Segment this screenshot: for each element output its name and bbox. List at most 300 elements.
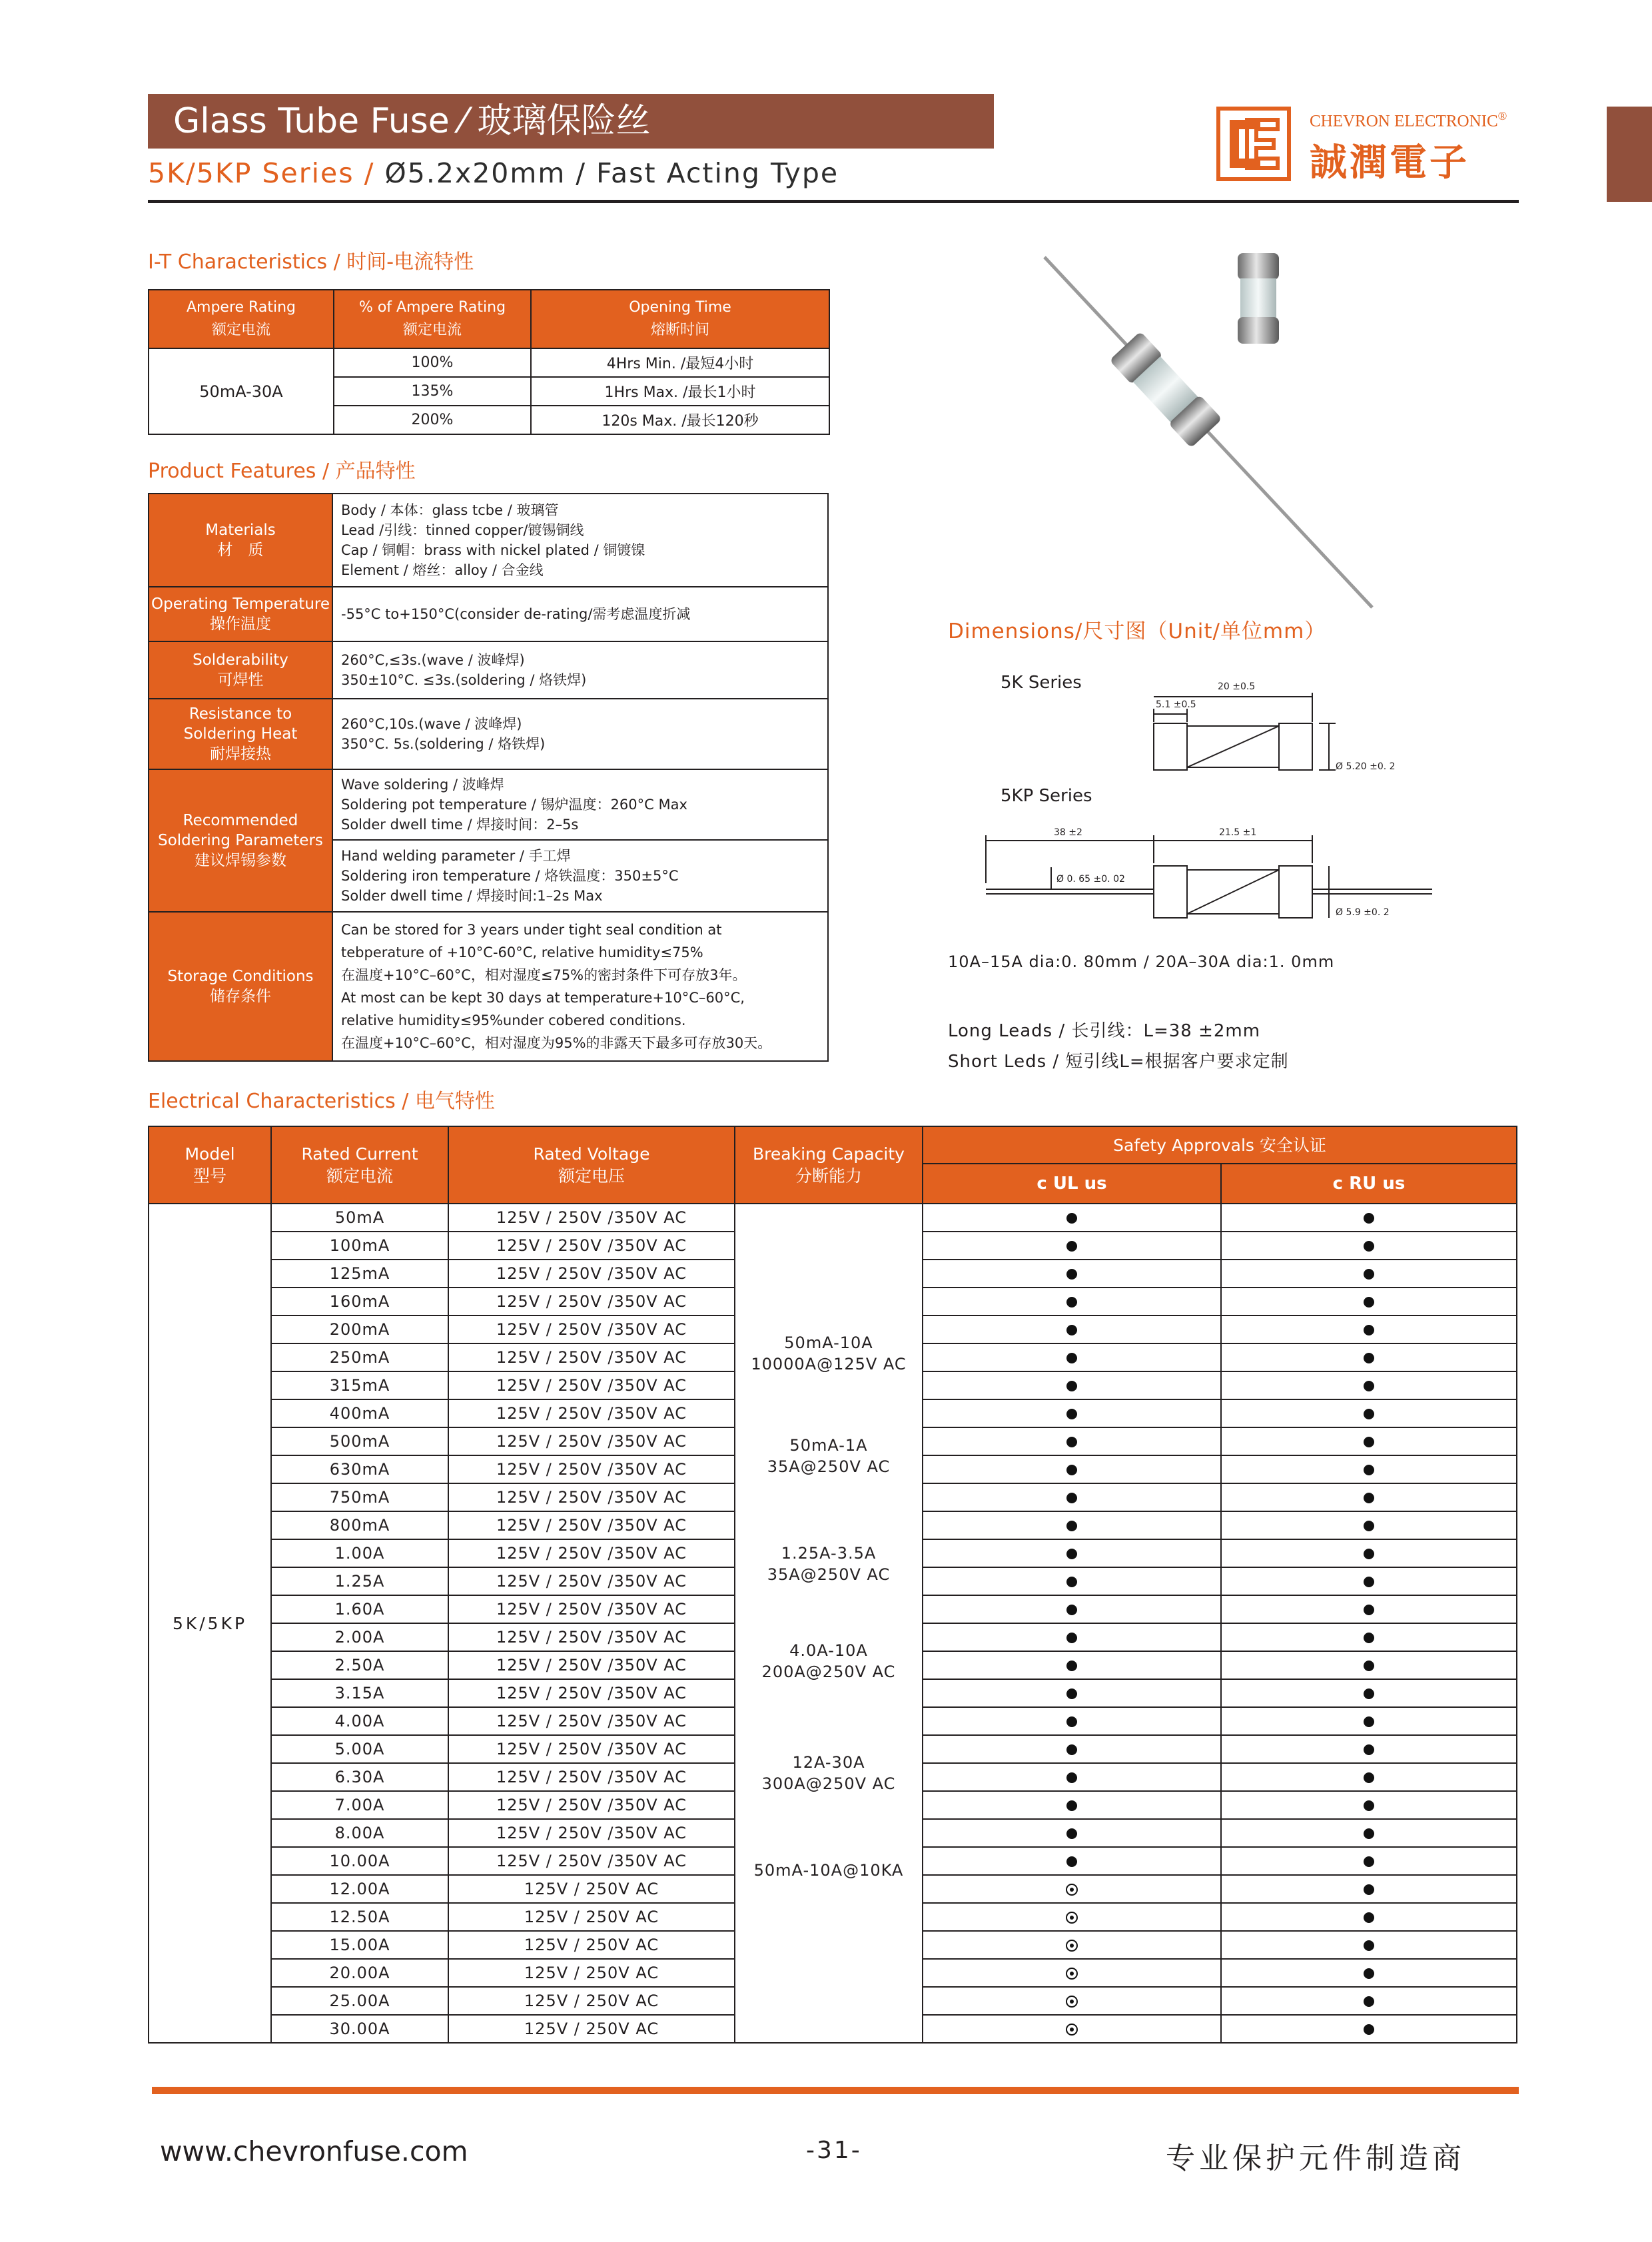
rated-current: 1.60A: [271, 1595, 448, 1623]
cul-approval-cell: [923, 1399, 1221, 1427]
breaking-capacity-line: 1.25A-3.5A: [781, 1544, 877, 1563]
approved-dot-icon: [1364, 1828, 1374, 1839]
cul-approval-cell: [923, 1427, 1221, 1455]
header-model-en: Model: [185, 1144, 235, 1164]
approved-dot-icon: [1364, 1465, 1374, 1475]
cru-approval-cell: [1221, 1931, 1517, 1959]
feature-label: [149, 912, 332, 1061]
it-header-time-en: Opening Time: [629, 299, 731, 316]
table-row: [149, 1204, 1517, 1232]
cul-approval-cell: [923, 1707, 1221, 1735]
feature-value: [332, 769, 828, 840]
rated-voltage: 125V / 250V /350V AC: [448, 1623, 735, 1651]
breaking-capacity-line: 10000A@125V AC: [751, 1355, 907, 1373]
feature-line: 260°C,10s.(wave / 波峰焊): [341, 716, 522, 732]
breaking-capacity-cell: [735, 1204, 923, 2043]
rated-current: 250mA: [271, 1343, 448, 1371]
it-percent: 100%: [334, 348, 531, 377]
feature-line: 350±10°C. ≤3s.(soldering / 烙铁焊): [341, 672, 587, 688]
rated-voltage: 125V / 250V /350V AC: [448, 1427, 735, 1455]
feature-label-cn: 材 质: [217, 542, 264, 559]
dim-lead-length: 38 ±2: [1054, 827, 1082, 838]
approved-dot-icon: [1066, 1325, 1077, 1335]
approved-dot-icon: [1364, 1521, 1374, 1531]
breaking-capacity-line: 12A-30A: [792, 1753, 865, 1772]
logo-text-cn: 誠潤電子: [1310, 141, 1469, 185]
header-current-en: Rated Current: [301, 1144, 418, 1164]
rated-voltage: 125V / 250V /350V AC: [448, 1260, 735, 1288]
rated-voltage: 125V / 250V /350V AC: [448, 1567, 735, 1595]
approved-dot-icon: [1066, 1409, 1077, 1419]
dimensions-title: Dimensions/尺寸图（Unit/单位mm）: [948, 619, 1326, 643]
rated-voltage: 125V / 250V /350V AC: [448, 1204, 735, 1232]
rated-voltage: 125V / 250V /350V AC: [448, 1847, 735, 1875]
feature-line: relative humidity≤95%under cobered conditions.: [341, 1012, 686, 1028]
approved-dot-icon: [1364, 1744, 1374, 1755]
cru-approval-cell: [1221, 1959, 1517, 1987]
it-header-percent-en: % of Ampere Rating: [358, 299, 506, 316]
electrical-table-body: [149, 1204, 1517, 2043]
rated-current: 160mA: [271, 1288, 448, 1315]
rated-voltage: 125V / 250V AC: [448, 1903, 735, 1931]
rated-current: 7.00A: [271, 1791, 448, 1819]
rated-current: 630mA: [271, 1455, 448, 1483]
cru-approval-cell: [1221, 1847, 1517, 1875]
cru-approval-cell: [1221, 1595, 1517, 1623]
rated-current: 6.30A: [271, 1763, 448, 1791]
rated-current: 315mA: [271, 1371, 448, 1399]
cru-approval-cell: [1221, 1735, 1517, 1763]
cru-approval-cell: [1221, 1232, 1517, 1260]
approved-dot-icon: [1364, 1856, 1374, 1867]
feature-label: [149, 587, 332, 641]
cap-outline: [1154, 866, 1187, 918]
page-title: Glass Tube Fuse ⁄ 玻璃保险丝: [173, 101, 651, 141]
features-section-title: Product Features / 产品特性: [148, 460, 416, 483]
footer-slogan: 专业保护元件制造商: [1166, 2141, 1465, 2175]
series-5k-label: 5K Series: [1001, 673, 1082, 693]
it-range: 50mA-30A: [149, 348, 334, 434]
rated-current: 12.00A: [271, 1875, 448, 1903]
rated-voltage: 125V / 250V AC: [448, 1931, 735, 1959]
cul-approval-cell: [923, 1959, 1221, 1987]
feature-line: tebperature of +10°C-60°C, relative humidity≤75%: [341, 944, 703, 960]
cru-approval-cell: [1221, 1343, 1517, 1371]
feature-line: Lead /引线：tinned copper/镀锡铜线: [341, 522, 584, 538]
cul-approval-cell: [923, 1847, 1221, 1875]
dim-diameter: Ø 5.20 ±0. 2: [1336, 761, 1396, 772]
feature-label-cn: 储存条件: [210, 988, 271, 1005]
feature-label-en: Soldering Heat: [183, 725, 298, 743]
rated-voltage: 125V / 250V /350V AC: [448, 1399, 735, 1427]
cert-cul-icon: c UL us: [923, 1164, 1221, 1204]
cul-approval-cell: [923, 1903, 1221, 1931]
feature-label-en: Solderability: [193, 651, 288, 669]
rated-current: 800mA: [271, 1511, 448, 1539]
pending-mark-icon: [1066, 1912, 1078, 1924]
cru-approval-cell: [1221, 1707, 1517, 1735]
approved-dot-icon: [1066, 1577, 1077, 1587]
header-model: [149, 1126, 271, 1204]
cru-approval-cell: [1221, 1903, 1517, 1931]
feature-line: Soldering iron temperature / 烙铁温度：350±5°C: [341, 868, 679, 884]
cru-approval-cell: [1221, 1260, 1517, 1288]
dim-cap-dia: Ø 5.9 ±0. 2: [1336, 907, 1390, 918]
cul-approval-cell: [923, 1315, 1221, 1343]
series-5kp-label: 5KP Series: [1001, 786, 1092, 806]
cru-approval-cell: [1221, 1763, 1517, 1791]
header-voltage-en: Rated Voltage: [533, 1144, 650, 1164]
rated-current: 8.00A: [271, 1819, 448, 1847]
it-time: 120s Max. /最长120秒: [531, 406, 829, 434]
rated-current: 10.00A: [271, 1847, 448, 1875]
approved-dot-icon: [1066, 1381, 1077, 1391]
header-current: [271, 1126, 448, 1204]
dim-cap-length: 5.1 ±0.5: [1156, 699, 1196, 710]
feature-line: 在温度+10°C–60°C，相对湿度为95%的非露天下最多可存放30天。: [341, 1035, 772, 1051]
rated-voltage: 125V / 250V /350V AC: [448, 1315, 735, 1343]
approved-dot-icon: [1364, 1437, 1374, 1447]
feature-line: 260°C,≤3s.(wave / 波峰焊): [341, 652, 525, 668]
breaking-capacity-line: 35A@250V AC: [767, 1457, 891, 1476]
cul-approval-cell: [923, 1623, 1221, 1651]
element-line: [1187, 870, 1279, 914]
feature-label-cn: 可焊性: [217, 671, 264, 689]
feature-label-en: Operating Temperature: [151, 595, 330, 613]
it-table: [148, 289, 830, 435]
rated-voltage: 125V / 250V /350V AC: [448, 1819, 735, 1847]
feature-line: Hand welding parameter / 手工焊: [341, 848, 571, 864]
rated-current: 125mA: [271, 1260, 448, 1288]
it-header-time: [531, 290, 829, 348]
series-label: 5K/5KP Series /: [148, 157, 375, 189]
breaking-capacity-line: 50mA-1A: [789, 1436, 868, 1455]
page-number: -31-: [806, 2137, 862, 2164]
cru-approval-cell: [1221, 1483, 1517, 1511]
it-time: 4Hrs Min. /最短4小时: [531, 348, 829, 377]
cul-approval-cell: [923, 1455, 1221, 1483]
feature-line: Can be stored for 3 years under tight seal condition at: [341, 922, 722, 938]
rated-current: 2.00A: [271, 1623, 448, 1651]
feature-value: [332, 587, 828, 641]
rated-current: 1.00A: [271, 1539, 448, 1567]
rated-voltage: 125V / 250V AC: [448, 2015, 735, 2043]
side-tab: [1607, 107, 1652, 202]
cul-approval-cell: [923, 1204, 1221, 1232]
logo-icon: [1216, 107, 1291, 181]
logo-brand-en: CHEVRON ELECTRONIC: [1310, 112, 1498, 131]
cul-approval-cell: [923, 1791, 1221, 1819]
approved-dot-icon: [1066, 1661, 1077, 1671]
it-section-title: I-T Characteristics / 时间-电流特性: [148, 250, 474, 274]
approved-dot-icon: [1364, 1269, 1374, 1280]
feature-line: Body / 本体：glass tcbe / 玻璃管: [341, 502, 559, 518]
rated-voltage: 125V / 250V /350V AC: [448, 1791, 735, 1819]
approved-dot-icon: [1364, 1297, 1374, 1308]
approved-dot-icon: [1066, 1828, 1077, 1839]
rated-current: 1.25A: [271, 1567, 448, 1595]
rated-current: 12.50A: [271, 1903, 448, 1931]
approved-dot-icon: [1066, 1716, 1077, 1727]
cul-approval-cell: [923, 1595, 1221, 1623]
approved-dot-icon: [1364, 1241, 1374, 1252]
rated-current: 4.00A: [271, 1707, 448, 1735]
feature-label: [149, 641, 332, 699]
approved-dot-icon: [1364, 1884, 1374, 1895]
feature-label-cn: 耐焊接热: [210, 745, 271, 763]
approved-dot-icon: [1066, 1856, 1077, 1867]
rated-current: 3.15A: [271, 1679, 448, 1707]
electrical-section-title: Electrical Characteristics / 电气特性: [148, 1090, 495, 1113]
approved-dot-icon: [1066, 1521, 1077, 1531]
cru-approval-cell: [1221, 1651, 1517, 1679]
feature-line: Wave soldering / 波峰焊: [341, 777, 504, 793]
feature-label: [149, 699, 332, 769]
cul-approval-cell: [923, 2015, 1221, 2043]
cul-approval-cell: [923, 1483, 1221, 1511]
feature-line: Soldering pot temperature / 锡炉温度：260°C Max: [341, 797, 687, 813]
long-lead-note: Long Leads / 长引线：L=38 ±2mm: [948, 1021, 1261, 1041]
rated-voltage: 125V / 250V /350V AC: [448, 1763, 735, 1791]
approved-dot-icon: [1364, 1800, 1374, 1811]
cul-approval-cell: [923, 1343, 1221, 1371]
pending-mark-icon: [1066, 1996, 1078, 2008]
feature-label-en: Soldering Parameters: [158, 832, 323, 849]
rated-voltage: 125V / 250V /350V AC: [448, 1455, 735, 1483]
rated-voltage: 125V / 250V /350V AC: [448, 1539, 735, 1567]
rated-voltage: 125V / 250V /350V AC: [448, 1735, 735, 1763]
rated-voltage: 125V / 250V /350V AC: [448, 1651, 735, 1679]
rated-voltage: 125V / 250V /350V AC: [448, 1232, 735, 1260]
element-line: [1187, 726, 1279, 767]
cru-approval-cell: [1221, 1791, 1517, 1819]
approved-dot-icon: [1066, 1465, 1077, 1475]
feature-value: [332, 641, 828, 699]
feature-label-cn: 操作温度: [210, 615, 271, 633]
cul-approval-cell: [923, 1651, 1221, 1679]
cul-approval-cell: [923, 1288, 1221, 1315]
cul-approval-cell: [923, 1987, 1221, 2015]
fuse-glass: [1240, 278, 1276, 318]
header-current-cn: 额定电流: [326, 1166, 393, 1186]
cul-approval-cell: [923, 1875, 1221, 1903]
cul-approval-cell: [923, 1511, 1221, 1539]
cul-approval-cell: [923, 1763, 1221, 1791]
feature-line: -55°C to+150°C(consider de-rating/需考虑温度折减: [341, 606, 691, 622]
fuse-cap: [1238, 253, 1279, 280]
feature-line: At most can be kept 30 days at temperature+10°C–60°C,: [341, 990, 745, 1006]
approved-dot-icon: [1066, 1744, 1077, 1755]
rated-voltage: 125V / 250V /350V AC: [448, 1595, 735, 1623]
pending-mark-icon: [1066, 1968, 1078, 1980]
pending-mark-icon: [1066, 2024, 1078, 2036]
cert-cru-icon: c RU us: [1221, 1164, 1517, 1204]
cru-approval-cell: [1221, 1875, 1517, 1903]
cru-approval-cell: [1221, 1539, 1517, 1567]
approved-dot-icon: [1364, 1633, 1374, 1643]
feature-label-en: Storage Conditions: [167, 968, 314, 985]
it-header-ampere-en: Ampere Rating: [186, 299, 296, 316]
dim-length: 20 ±0.5: [1218, 681, 1256, 692]
approved-dot-icon: [1364, 1493, 1374, 1503]
breaking-capacity-line: 50mA-10A@10KA: [753, 1861, 904, 1880]
feature-label: [149, 769, 332, 912]
feature-label-cn: 建议焊锡参数: [195, 852, 286, 869]
feature-line: 350°C. 5s.(soldering / 烙铁焊): [341, 736, 546, 752]
approved-dot-icon: [1364, 1577, 1374, 1587]
breaking-capacity-line: 35A@250V AC: [767, 1565, 891, 1584]
approved-dot-icon: [1364, 1353, 1374, 1363]
series-spec: Ø5.2x20mm / Fast Acting Type: [374, 157, 839, 189]
feature-value: [332, 912, 828, 1061]
approved-dot-icon: [1364, 1968, 1374, 1979]
rated-voltage: 125V / 250V AC: [448, 1987, 735, 2015]
header-breaking: [735, 1126, 923, 1204]
pending-mark-icon: [1066, 1940, 1078, 1952]
approved-dot-icon: [1364, 2024, 1374, 2035]
dimension-drawing: [973, 673, 1452, 926]
fuse-lead-wire: [1044, 257, 1372, 607]
registered-mark: ®: [1497, 109, 1507, 123]
cap-outline: [1279, 866, 1312, 918]
breaking-capacity-line: 4.0A-10A: [789, 1641, 868, 1660]
rated-voltage: 125V / 250V /350V AC: [448, 1679, 735, 1707]
cru-approval-cell: [1221, 1987, 1517, 2015]
it-header-percent: [334, 290, 531, 348]
rated-current: 5.00A: [271, 1735, 448, 1763]
lead-dia-note: 10A–15A dia:0. 80mm / 20A–30A dia:1. 0mm: [948, 952, 1335, 971]
feature-label-en: Materials: [205, 522, 276, 539]
breaking-capacity-line: 300A@250V AC: [761, 1774, 896, 1793]
approved-dot-icon: [1066, 1688, 1077, 1699]
approved-dot-icon: [1066, 1605, 1077, 1615]
rated-voltage: 125V / 250V AC: [448, 1959, 735, 1987]
cru-approval-cell: [1221, 1623, 1517, 1651]
approved-dot-icon: [1364, 1605, 1374, 1615]
cap-outline: [1279, 723, 1312, 770]
cru-approval-cell: [1221, 1511, 1517, 1539]
it-header-percent-cn: 额定电流: [402, 322, 462, 338]
rated-current: 500mA: [271, 1427, 448, 1455]
approved-dot-icon: [1066, 1800, 1077, 1811]
approved-dot-icon: [1066, 1297, 1077, 1308]
approved-dot-icon: [1364, 1213, 1374, 1224]
approved-dot-icon: [1364, 1772, 1374, 1783]
approved-dot-icon: [1364, 1912, 1374, 1923]
rated-current: 25.00A: [271, 1987, 448, 2015]
logo-text-en: [1310, 109, 1507, 131]
approved-dot-icon: [1066, 1353, 1077, 1363]
feature-label: [149, 494, 332, 587]
feature-value: [332, 840, 828, 912]
cru-approval-cell: [1221, 1427, 1517, 1455]
approved-dot-icon: [1066, 1437, 1077, 1447]
it-header-time-cn: 熔断时间: [650, 322, 709, 338]
rated-current: 15.00A: [271, 1931, 448, 1959]
approved-dot-icon: [1364, 1325, 1374, 1335]
rated-current: 750mA: [271, 1483, 448, 1511]
header-breaking-cn: 分断能力: [795, 1166, 862, 1186]
rated-voltage: 125V / 250V /350V AC: [448, 1707, 735, 1735]
approved-dot-icon: [1364, 1549, 1374, 1559]
cru-approval-cell: [1221, 1399, 1517, 1427]
rated-current: 20.00A: [271, 1959, 448, 1987]
short-lead-note: Short Leds / 短引线L=根据客户要求定制: [948, 1052, 1289, 1072]
approved-dot-icon: [1364, 1381, 1374, 1391]
header-safety: Safety Approvals 安全认证: [923, 1126, 1517, 1164]
rated-voltage: 125V / 250V /350V AC: [448, 1511, 735, 1539]
cru-approval-cell: [1221, 1204, 1517, 1232]
fuse-product-photo: [1026, 240, 1386, 613]
feature-label-en: Recommended: [183, 812, 298, 829]
footer-rule: [152, 2087, 1519, 2094]
approved-dot-icon: [1066, 1493, 1077, 1503]
cru-approval-cell: [1221, 1455, 1517, 1483]
it-header-ampere: [149, 290, 334, 348]
rated-current: 30.00A: [271, 2015, 448, 2043]
rated-voltage: 125V / 250V /350V AC: [448, 1483, 735, 1511]
approved-dot-icon: [1364, 1688, 1374, 1699]
cru-approval-cell: [1221, 1679, 1517, 1707]
features-table: [148, 493, 829, 1062]
rated-current: 400mA: [271, 1399, 448, 1427]
fuse-cap: [1238, 317, 1279, 344]
header-voltage: [448, 1126, 735, 1204]
dim-body-length: 21.5 ±1: [1219, 827, 1257, 838]
cul-approval-cell: [923, 1539, 1221, 1567]
feature-line: 在温度+10°C–60°C，相对湿度≤75%的密封条件下可存放3年。: [341, 967, 747, 983]
cul-approval-cell: [923, 1371, 1221, 1399]
rated-current: 100mA: [271, 1232, 448, 1260]
approved-dot-icon: [1066, 1241, 1077, 1252]
rated-voltage: 125V / 250V /350V AC: [448, 1343, 735, 1371]
approved-dot-icon: [1364, 1940, 1374, 1951]
cul-approval-cell: [923, 1819, 1221, 1847]
page-subtitle: [148, 157, 839, 189]
cul-approval-cell: [923, 1679, 1221, 1707]
approved-dot-icon: [1066, 1213, 1077, 1224]
rated-voltage: 125V / 250V /350V AC: [448, 1371, 735, 1399]
model-cell: 5K/5KP: [149, 1204, 271, 2043]
it-percent: 200%: [334, 406, 531, 434]
cru-approval-cell: [1221, 1371, 1517, 1399]
feature-line: Solder dwell time / 焊接时间：2–5s: [341, 817, 579, 833]
feature-value: [332, 699, 828, 769]
cul-approval-cell: [923, 1735, 1221, 1763]
approved-dot-icon: [1066, 1633, 1077, 1643]
it-time: 1Hrs Max. /最长1小时: [531, 377, 829, 406]
approved-dot-icon: [1364, 1716, 1374, 1727]
pending-mark-icon: [1066, 1884, 1078, 1896]
dim-lead-dia: Ø 0. 65 ±0. 02: [1056, 874, 1125, 885]
cul-approval-cell: [923, 1567, 1221, 1595]
cru-approval-cell: [1221, 1288, 1517, 1315]
cru-approval-cell: [1221, 1819, 1517, 1847]
it-percent: 135%: [334, 377, 531, 406]
approved-dot-icon: [1066, 1549, 1077, 1559]
it-header-ampere-cn: 额定电流: [211, 322, 270, 338]
rated-voltage: 125V / 250V AC: [448, 1875, 735, 1903]
breaking-capacity-line: 50mA-10A: [784, 1333, 873, 1352]
cul-approval-cell: [923, 1232, 1221, 1260]
cru-approval-cell: [1221, 2015, 1517, 2043]
feature-line: Element / 熔丝：alloy / 合金线: [341, 562, 544, 578]
rated-current: 200mA: [271, 1315, 448, 1343]
footer-url[interactable]: www.chevronfuse.com: [160, 2135, 468, 2167]
cru-approval-cell: [1221, 1315, 1517, 1343]
header-model-cn: 型号: [193, 1166, 226, 1186]
approved-dot-icon: [1364, 1996, 1374, 2007]
